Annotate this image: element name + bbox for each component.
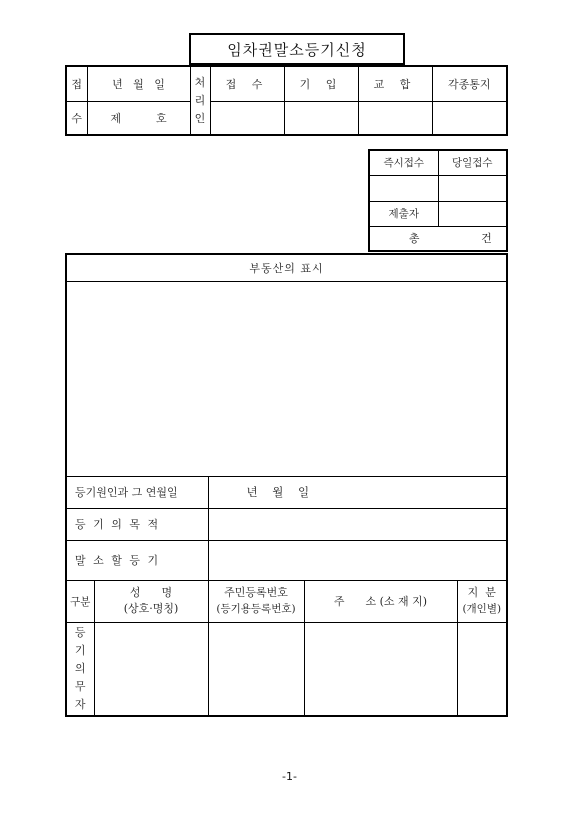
submitter-cell[interactable] (438, 201, 507, 226)
receipt-number-label: 제 호 (87, 101, 190, 135)
page-number: -1- (282, 770, 297, 783)
form-title-box (189, 33, 405, 65)
total-label: 총 (408, 232, 420, 246)
cause-date-label: 등기원인과 그 연월일 (66, 476, 208, 508)
verify-cell[interactable] (358, 101, 432, 135)
purpose-field[interactable] (208, 508, 507, 540)
col-division: 구분 (66, 580, 94, 622)
col-address: 주 소 (소 재 지) (304, 580, 457, 622)
cause-date-field[interactable] (208, 476, 507, 508)
col-share: 지 분 (개인별) (457, 580, 507, 622)
obligor-name-cell[interactable] (94, 622, 208, 716)
col-entry: 기 입 (284, 66, 358, 101)
cause-date-text: 년 월 일 (246, 485, 310, 499)
main-form-table (65, 253, 508, 717)
total-count-row (369, 226, 507, 251)
col-notices: 각종통지 (432, 66, 507, 101)
cancel-registration-field[interactable] (208, 540, 507, 580)
same-day-intake-cell[interactable] (438, 175, 507, 201)
property-header: 부동산의 표시 (66, 254, 507, 281)
total-unit: 건 (481, 232, 492, 246)
receipt-date-label: 년 월 일 (87, 66, 190, 101)
obligor-label: 등 기 의 무 자 (66, 622, 94, 716)
receipt-cell[interactable] (210, 101, 284, 135)
form-title: 임차권말소등기신청 (227, 40, 367, 59)
immediate-intake-cell[interactable] (369, 175, 438, 201)
property-description-area[interactable] (66, 281, 507, 476)
receipt-table (65, 65, 508, 136)
receipt-side-label-top: 접 (66, 66, 87, 101)
notices-cell[interactable] (432, 101, 507, 135)
cancel-registration-label: 말 소 할 등 기 (66, 540, 208, 580)
obligor-id-cell[interactable] (208, 622, 304, 716)
col-verify: 교 합 (358, 66, 432, 101)
immediate-intake-label: 즉시접수 (369, 150, 438, 175)
obligor-share-cell[interactable] (457, 622, 507, 716)
entry-cell[interactable] (284, 101, 358, 135)
intake-table (368, 149, 508, 252)
receipt-side-label-bottom: 수 (66, 101, 87, 135)
purpose-label: 등 기 의 목 적 (66, 508, 208, 540)
col-name: 성 명 (상호·명칭) (94, 580, 208, 622)
processor-label: 처 리 인 (190, 66, 210, 135)
submitter-label: 제출자 (369, 201, 438, 226)
col-id-number: 주민등록번호 (등기용등록번호) (208, 580, 304, 622)
same-day-intake-label: 당일접수 (438, 150, 507, 175)
obligor-address-cell[interactable] (304, 622, 457, 716)
col-receipt: 접 수 (210, 66, 284, 101)
